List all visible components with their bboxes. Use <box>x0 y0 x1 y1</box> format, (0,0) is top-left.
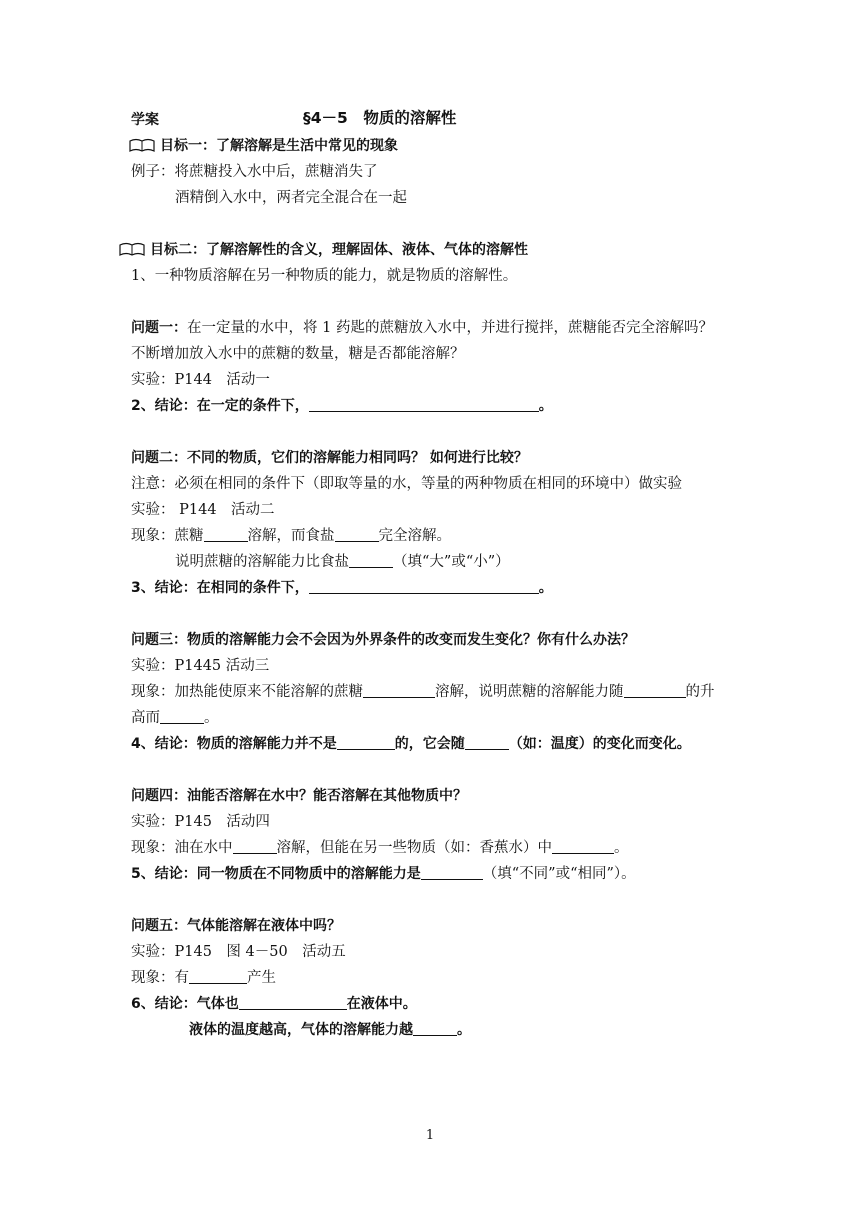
blank-field[interactable] <box>160 708 204 724</box>
goal2-heading <box>118 240 528 260</box>
goal1-title: 目标一：了解溶解是生活中常见的现象 <box>160 138 398 154</box>
q3-conclusion <box>131 734 691 754</box>
q2-phenomenon <box>131 526 451 546</box>
q5-concl2-a: 液体的温度越高，气体的溶解能力越 <box>189 1022 413 1038</box>
page-number: 1 <box>425 1128 435 1143</box>
example-label: 例子： <box>131 164 175 180</box>
q4-ph-b: 溶解，但能在另一些物质（如：香蕉水）中 <box>276 840 552 856</box>
q2-note: 注意：必须在相同的条件下（即取等量的水，等量的两种物质在相同的环境中）做实验 <box>131 476 682 492</box>
q5-concl-a: 6、结论：气体也 <box>131 996 239 1012</box>
q3-ph-a: 现象：加热能使原来不能溶解的蔗糖 <box>131 684 363 700</box>
book-icon <box>118 241 146 257</box>
page-title: §4－5 物质的溶解性 <box>303 109 457 127</box>
q5-concl2-b: 。 <box>457 1022 471 1038</box>
q1-label: 问题一： <box>131 320 187 336</box>
q2-concl-a: 3、结论：在相同的条件下， <box>131 580 309 596</box>
goal2-title: 目标二：了解溶解性的含义，理解固体、液体、气体的溶解性 <box>150 242 528 258</box>
q5-phenomenon <box>131 968 276 988</box>
q4-title: 问题四：油能否溶解在水中？能否溶解在其他物质中？ <box>131 788 467 804</box>
q1-text: 在一定量的水中，将 1 药匙的蔗糖放入水中，并进行搅拌，蔗糖能否完全溶解吗？ <box>187 320 713 336</box>
goal2-point1: 1、一种物质溶解在另一种物质的能力，就是物质的溶解性。 <box>131 268 518 284</box>
q1-line1 <box>131 318 713 338</box>
q3-experiment: 实验：P1445 活动三 <box>131 658 270 674</box>
q3-ph2-a: 高而 <box>131 710 160 726</box>
blank-field[interactable] <box>552 838 614 854</box>
q3-concl-a: 4、结论：物质的溶解能力并不是 <box>131 736 337 752</box>
blank-field[interactable] <box>349 552 393 568</box>
blank-field[interactable] <box>189 968 247 984</box>
book-icon <box>128 137 156 153</box>
goal1-example2: 酒精倒入水中，两者完全混合在一起 <box>175 190 407 206</box>
q5-ph-a: 现象：有 <box>131 970 189 986</box>
q5-ph-b: 产生 <box>247 970 276 986</box>
q4-ph-a: 现象：油在水中 <box>131 840 233 856</box>
goal1-example1-line <box>131 162 378 182</box>
q1-experiment: 实验：P144 活动一 <box>131 372 270 388</box>
q5-conclusion <box>131 994 417 1014</box>
blank-field[interactable] <box>233 838 277 854</box>
q2-title: 问题二：不同的物质，它们的溶解能力相同吗？ 如何进行比较？ <box>131 450 528 466</box>
q2-experiment: 实验： P144 活动二 <box>131 502 275 518</box>
blank-field[interactable] <box>421 864 483 880</box>
q4-phenomenon <box>131 838 629 858</box>
header-left: 学案 <box>131 112 159 128</box>
q5-title: 问题五：气体能溶解在液体中吗？ <box>131 918 341 934</box>
q1-concl-a: 2、结论：在一定的条件下， <box>131 398 309 414</box>
q2-explanation <box>175 552 510 572</box>
blank-field[interactable] <box>624 682 686 698</box>
q5-conclusion-2 <box>189 1020 471 1040</box>
q4-conclusion <box>131 864 636 884</box>
example1: 将蔗糖投入水中后，蔗糖消失了 <box>174 164 378 180</box>
q3-concl-b: 的，它会随 <box>394 736 465 752</box>
q2-ph-c: 完全溶解。 <box>378 528 451 544</box>
q3-ph2-b: 。 <box>204 710 219 726</box>
q5-experiment: 实验：P145 图 4－50 活动五 <box>131 944 346 960</box>
blank-field[interactable] <box>465 734 509 750</box>
q5-concl-b: 在液体中。 <box>346 996 417 1012</box>
q1-concl-b: 。 <box>538 398 553 414</box>
q4-ph-c: 。 <box>614 840 629 856</box>
q2-ph-b: 溶解，而食盐 <box>247 528 335 544</box>
q3-phenomenon-2 <box>131 708 219 728</box>
q3-title: 问题三：物质的溶解能力会不会因为外界条件的改变而发生变化？你有什么办法？ <box>131 632 635 648</box>
q3-ph-b: 溶解，说明蔗糖的溶解能力随 <box>435 684 624 700</box>
blank-field[interactable] <box>337 734 395 750</box>
q3-concl-c: （如：温度）的变化而变化。 <box>508 736 691 752</box>
q4-experiment: 实验：P145 活动四 <box>131 814 270 830</box>
blank-field[interactable] <box>413 1020 457 1036</box>
blank-field[interactable] <box>335 526 379 542</box>
q3-phenomenon <box>131 682 715 702</box>
q2-conclusion <box>131 578 553 598</box>
q4-concl-b: （填“不同”或“相同”）。 <box>482 866 636 882</box>
q2-concl-b: 。 <box>538 580 553 596</box>
blank-field[interactable] <box>309 578 539 594</box>
blank-field[interactable] <box>309 396 539 412</box>
q4-concl-a: 5、结论：同一物质在不同物质中的溶解能力是 <box>131 866 421 882</box>
q2-ph-a: 现象：蔗糖 <box>131 528 204 544</box>
blank-field[interactable] <box>363 682 435 698</box>
blank-field[interactable] <box>239 994 347 1010</box>
q3-ph-c: 的升 <box>685 684 715 700</box>
q2-expl-a: 说明蔗糖的溶解能力比食盐 <box>175 554 349 570</box>
goal1-heading <box>128 136 398 156</box>
q1-conclusion <box>131 396 553 416</box>
q1-text2: 不断增加放入水中的蔗糖的数量，糖是否都能溶解？ <box>131 346 465 362</box>
q2-expl-b: （填“大”或“小”） <box>393 554 510 570</box>
blank-field[interactable] <box>204 526 248 542</box>
